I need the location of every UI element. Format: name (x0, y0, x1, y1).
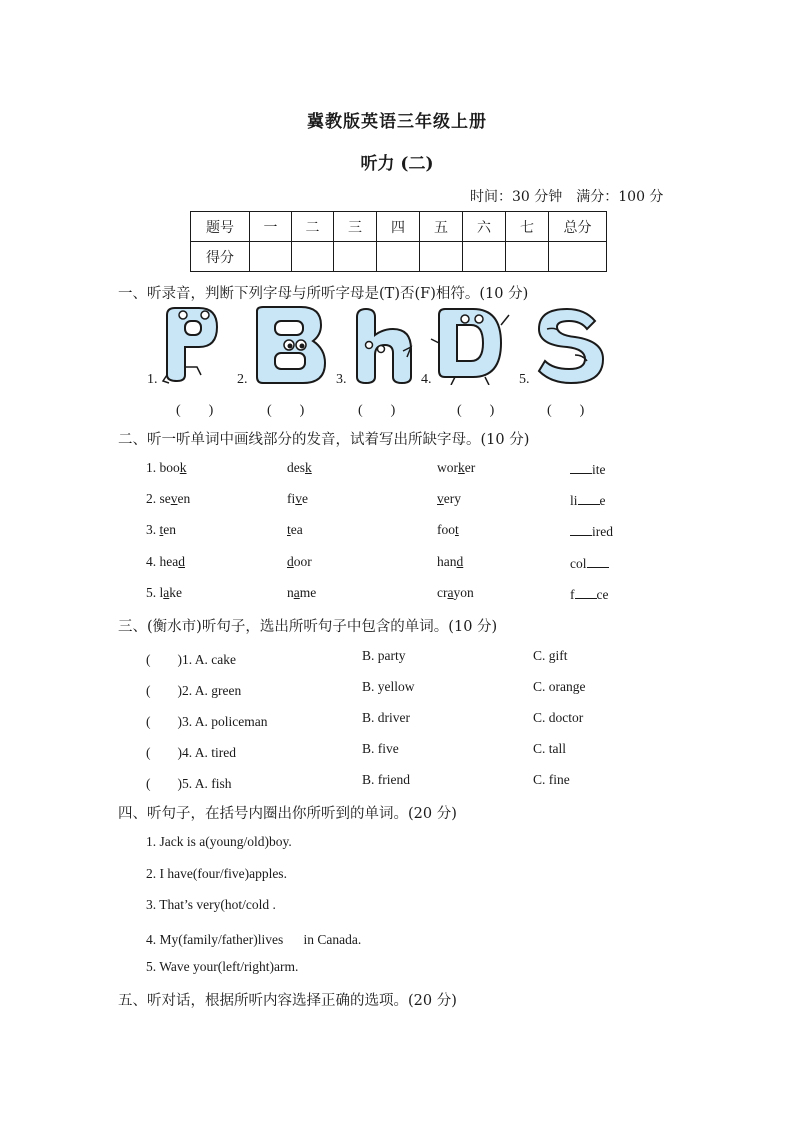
underlined-letter: d (287, 554, 294, 569)
choice-question: ( )1. A. cake (146, 652, 236, 667)
section1-heading: 一、听录音，判断下列字母与所听字母是(T)否(F)相符。(10 分) (118, 286, 529, 302)
section5-heading: 五、听对话，根据所听内容选择正确的选项。(20 分) (118, 993, 457, 1009)
exam-meta: 时间：30 分钟 满分：100 分 (470, 189, 664, 205)
letter-blank[interactable] (578, 491, 600, 505)
underlined-letter: k (305, 460, 312, 475)
fill-in-word: col (570, 554, 609, 572)
choice-option-c[interactable]: C. orange (533, 679, 586, 694)
phonics-word: desk (287, 460, 312, 475)
answer-blank[interactable]: ( ) (176, 403, 214, 418)
underlined-letter: t (287, 522, 291, 537)
score-cell[interactable] (250, 242, 292, 272)
letter-blank[interactable] (570, 522, 592, 536)
underlined-letter: t (455, 522, 459, 537)
phonics-word: foot (437, 522, 459, 537)
letter-blank[interactable] (570, 460, 592, 474)
cartoon-letters (155, 305, 615, 385)
score-table (190, 211, 607, 272)
underlined-letter: v (170, 491, 178, 506)
underlined-letter: v (437, 491, 444, 506)
score-cell[interactable] (334, 242, 377, 272)
fill-in-word: f ce (570, 587, 609, 602)
circle-sentence: 5. Wave your(left/right)arm. (146, 959, 299, 974)
fill-in-word: li e (570, 493, 606, 508)
page-subtitle: 听力 (二) (360, 154, 434, 174)
letter-h-icon (357, 309, 411, 383)
choice-option-b[interactable]: B. yellow (362, 679, 415, 694)
score-header-cell: 题号 (191, 212, 250, 242)
choice-option-c[interactable]: C. gift (533, 648, 568, 663)
letter-s-icon (539, 309, 603, 383)
phonics-word: name (287, 585, 317, 600)
score-header-cell: 三 (334, 212, 377, 242)
score-cell[interactable] (292, 242, 334, 272)
choice-option-b[interactable]: B. driver (362, 710, 410, 725)
score-header-cell: 总分 (549, 212, 607, 242)
circle-sentence: 2. I have(four/five)apples. (146, 866, 287, 881)
choice-option-b[interactable]: B. friend (362, 772, 410, 787)
circle-sentence: 3. That’s very(hot/cold . (146, 897, 276, 912)
phonics-word: 2. seven (146, 491, 191, 506)
letter-item-number: 5. (519, 372, 530, 387)
section2-heading: 二、听一听单词中画线部分的发音，试着写出所缺字母。(10 分) (118, 432, 530, 448)
underlined-letter: a (293, 585, 300, 600)
choice-question: ( )2. A. green (146, 683, 242, 698)
choice-option-c[interactable]: C. tall (533, 741, 566, 756)
underlined-letter: a (163, 585, 170, 600)
letter-blank[interactable] (575, 585, 597, 599)
phonics-word: tea (287, 522, 303, 537)
letter-b-icon (257, 307, 325, 383)
phonics-word: hand (437, 554, 464, 569)
choice-question: ( )5. A. fish (146, 776, 232, 791)
underlined-letter: d (456, 554, 464, 569)
phonics-word: 4. head (146, 554, 185, 569)
phonics-word: crayon (437, 585, 474, 600)
score-header-cell: 七 (506, 212, 549, 242)
underlined-letter: d (178, 554, 185, 569)
score-table-score-row (191, 242, 607, 272)
underlined-letter: a (447, 585, 454, 600)
letter-d-icon (431, 309, 509, 385)
phonics-word: five (287, 491, 308, 506)
fill-in-word: ite (570, 460, 606, 478)
phonics-word: 5. lake (146, 585, 183, 600)
choice-option-c[interactable]: C. fine (533, 772, 570, 787)
answer-blank[interactable]: ( ) (457, 403, 495, 418)
letter-p-icon (163, 308, 217, 383)
score-row-label: 得分 (191, 242, 250, 272)
score-cell[interactable] (377, 242, 420, 272)
circle-sentence: 1. Jack is a(young/old)boy. (146, 834, 292, 849)
answer-blank[interactable]: ( ) (547, 403, 585, 418)
underlined-letter: k (179, 460, 187, 475)
answer-blank[interactable]: ( ) (267, 403, 305, 418)
page-title: 冀教版英语三年级上册 (307, 112, 487, 132)
letter-item-number: 1. (147, 372, 158, 387)
letter-item-number: 2. (237, 372, 248, 387)
fill-in-word: ired (570, 522, 613, 540)
score-cell[interactable] (420, 242, 463, 272)
choice-option-b[interactable]: B. party (362, 648, 406, 663)
choice-option-b[interactable]: B. five (362, 741, 399, 756)
score-header-cell: 二 (292, 212, 334, 242)
underlined-letter: t (159, 522, 164, 537)
score-header-cell: 五 (420, 212, 463, 242)
phonics-word: door (287, 554, 312, 569)
circle-sentence: 4. My(family/father)lives in Canada. (146, 932, 362, 947)
letter-item-number: 3. (336, 372, 347, 387)
letter-item-number: 4. (421, 372, 432, 387)
score-header-cell: 六 (463, 212, 506, 242)
score-cell[interactable] (506, 242, 549, 272)
answer-blank[interactable]: ( ) (358, 403, 396, 418)
score-cell[interactable] (549, 242, 607, 272)
letter-blank[interactable] (587, 554, 609, 568)
choice-option-c[interactable]: C. doctor (533, 710, 584, 725)
phonics-word: worker (437, 460, 476, 475)
phonics-word: very (437, 491, 461, 506)
underlined-letter: k (458, 460, 465, 475)
phonics-word: 3. ten (146, 522, 177, 537)
section3-heading: 三、(衡水市)听句子，选出所听句子中包含的单词。(10 分) (118, 619, 498, 635)
section4-heading: 四、听句子，在括号内圈出你所听到的单词。(20 分) (118, 806, 457, 822)
score-header-cell: 一 (250, 212, 292, 242)
score-header-cell: 四 (377, 212, 420, 242)
score-table-header-row (191, 212, 607, 242)
choice-question: ( )4. A. tired (146, 745, 236, 760)
score-cell[interactable] (463, 242, 506, 272)
underlined-letter: v (295, 491, 302, 506)
choice-question: ( )3. A. policeman (146, 714, 268, 729)
phonics-word: 1. book (146, 460, 187, 475)
